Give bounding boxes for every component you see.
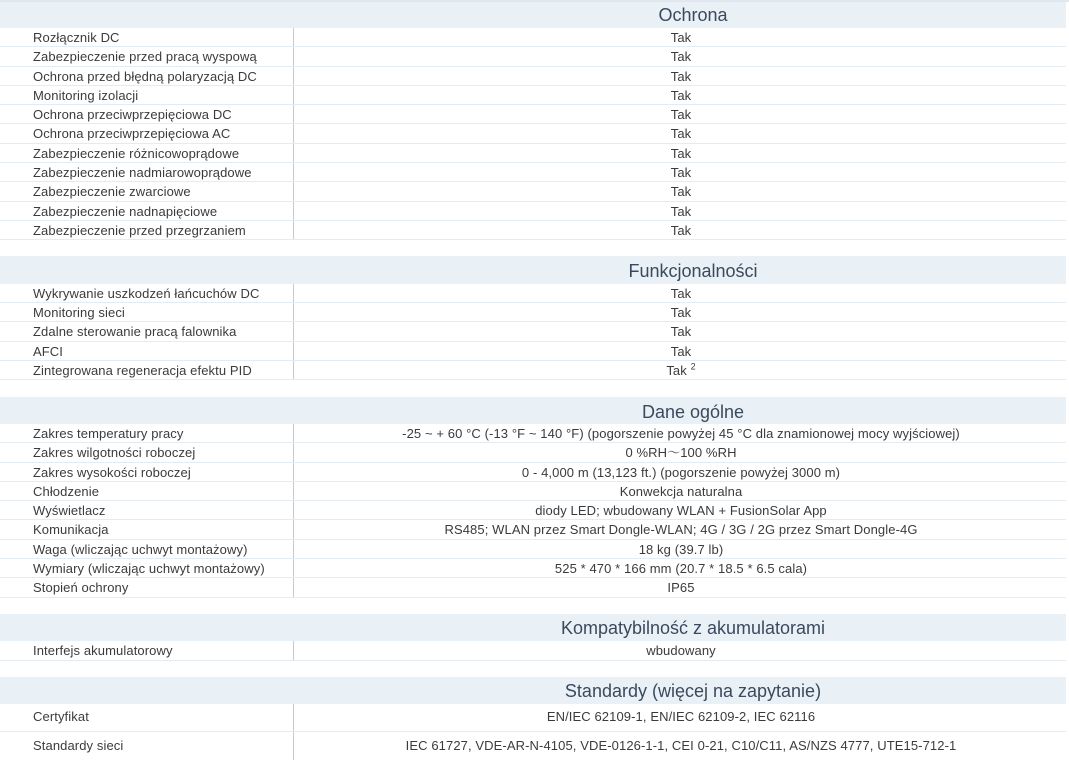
row-label: Standardy sieci <box>0 732 294 760</box>
row-label: Chłodzenie <box>0 482 294 500</box>
row-value: Tak <box>670 49 692 65</box>
row-value: Tak <box>670 87 692 103</box>
row-label: Zabezpieczenie różnicowoprądowe <box>0 144 294 162</box>
row-value: Tak <box>670 145 692 161</box>
table-row <box>0 443 1066 462</box>
row-label: Wyświetlacz <box>0 501 294 519</box>
row-value: 0 %RH～100 %RH <box>625 445 737 461</box>
row-value-text: Tak <box>666 362 687 378</box>
row-value: Tak <box>670 343 692 359</box>
row-label: Rozłącznik DC <box>0 28 294 46</box>
table-row <box>0 559 1066 578</box>
row-label: Certyfikat <box>0 704 294 731</box>
table-row <box>0 221 1066 240</box>
table-row <box>0 86 1066 105</box>
section-title: Funkcjonalności <box>0 256 1066 284</box>
row-label: Zabezpieczenie nadnapięciowe <box>0 202 294 220</box>
table-row <box>0 67 1066 86</box>
table-row <box>0 463 1066 482</box>
row-label: Interfejs akumulatorowy <box>0 641 294 660</box>
table-row <box>0 520 1066 539</box>
row-label: Ochrona przed błędną polaryzacją DC <box>0 67 294 85</box>
row-value: Konwekcja naturalna <box>619 483 743 499</box>
row-label: Zintegrowana regeneracja efektu PID <box>0 361 294 379</box>
table-row <box>0 182 1066 201</box>
section-title: Dane ogólne <box>0 397 1066 424</box>
row-value: IEC 61727, VDE-AR-N-4105, VDE-0126-1-1, CEI 0-21, C10/C11, AS/NZS 4777, UTE15-712-1 <box>405 738 957 753</box>
table-row <box>0 424 1066 443</box>
table-row <box>0 501 1066 520</box>
table-row <box>0 732 1066 760</box>
row-value: Tak <box>670 305 692 321</box>
section-ochrona <box>0 2 1066 240</box>
row-label: Zabezpieczenie przed pracą wyspową <box>0 47 294 65</box>
table-row <box>0 704 1066 732</box>
section-title: Kompatybilność z akumulatorami <box>0 614 1066 641</box>
row-value: Tak <box>670 68 692 84</box>
row-value: Tak <box>670 30 692 45</box>
table-row <box>0 303 1066 322</box>
section-title: Standardy (więcej na zapytanie) <box>0 677 1066 704</box>
row-label: Stopień ochrony <box>0 578 294 596</box>
spec-rows <box>0 424 1066 598</box>
row-value: RS485; WLAN przez Smart Dongle-WLAN; 4G / 3G / 2G przez Smart Dongle-4G <box>444 522 918 538</box>
row-label: Ochrona przeciwprzepięciowa DC <box>0 105 294 123</box>
table-row <box>0 124 1066 143</box>
row-value: Tak <box>670 324 692 340</box>
row-label: Ochrona przeciwprzepięciowa AC <box>0 124 294 142</box>
row-value: diody LED; wbudowany WLAN + FusionSolar App <box>535 503 827 519</box>
row-value: Tak <box>670 107 692 123</box>
row-label: Monitoring sieci <box>0 303 294 321</box>
section-kompatybilnosc <box>0 614 1066 661</box>
table-row <box>0 322 1066 341</box>
section-funkcjonalnosci <box>0 256 1066 380</box>
row-value: IP65 <box>667 580 695 596</box>
table-row <box>0 342 1066 361</box>
row-label: AFCI <box>0 342 294 360</box>
spec-rows <box>0 284 1066 380</box>
table-row <box>0 163 1066 182</box>
section-title: Ochrona <box>0 2 1066 28</box>
row-label: Zakres wilgotności roboczej <box>0 443 294 461</box>
row-label: Zabezpieczenie zwarciowe <box>0 182 294 200</box>
row-value: -25 ~ + 60 °C (-13 °F ~ 140 °F) (pogorszenie powyżej 45 °C dla znamionowej mocy wyjściowej) <box>402 426 960 441</box>
row-label: Wykrywanie uszkodzeń łańcuchów DC <box>0 284 294 302</box>
row-label: Monitoring izolacji <box>0 86 294 104</box>
table-row <box>0 482 1066 501</box>
row-value: wbudowany <box>646 643 716 658</box>
table-row <box>0 578 1066 597</box>
row-label: Zabezpieczenie przed przegrzaniem <box>0 221 294 239</box>
row-label: Zdalne sterowanie pracą falownika <box>0 322 294 340</box>
row-label: Zakres temperatury pracy <box>0 424 294 442</box>
section-standardy <box>0 677 1066 760</box>
row-value: Tak <box>670 222 692 238</box>
row-value <box>294 361 1066 379</box>
row-value: 525 * 470 * 166 mm (20.7 * 18.5 * 6.5 cala) <box>554 561 808 577</box>
table-row <box>0 361 1066 380</box>
row-value: 18 kg (39.7 lb) <box>638 541 724 557</box>
row-value: Tak <box>670 203 692 219</box>
row-value: 0 - 4,000 m (13,123 ft.) (pogorszenie powyżej 3000 m) <box>521 464 841 480</box>
table-row <box>0 144 1066 163</box>
spec-rows <box>0 641 1066 661</box>
row-label: Waga (wliczając uchwyt montażowy) <box>0 540 294 558</box>
table-row <box>0 641 1066 661</box>
spec-rows <box>0 704 1066 760</box>
table-row <box>0 284 1066 303</box>
table-row <box>0 28 1066 47</box>
row-value: Tak <box>670 286 692 301</box>
row-label: Wymiary (wliczając uchwyt montażowy) <box>0 559 294 577</box>
table-row <box>0 47 1066 66</box>
row-label: Komunikacja <box>0 520 294 538</box>
spec-rows <box>0 28 1066 240</box>
footnote-marker: 2 <box>690 361 696 372</box>
section-dane-ogolne <box>0 397 1066 598</box>
row-label: Zabezpieczenie nadmiarowoprądowe <box>0 163 294 181</box>
row-label: Zakres wysokości roboczej <box>0 463 294 481</box>
table-row <box>0 202 1066 221</box>
row-value: EN/IEC 62109-1, EN/IEC 62109-2, IEC 62116 <box>546 709 816 724</box>
row-value: Tak <box>670 165 692 181</box>
row-value: Tak <box>670 184 692 200</box>
table-row <box>0 540 1066 559</box>
row-value: Tak <box>670 126 692 142</box>
table-row <box>0 105 1066 124</box>
